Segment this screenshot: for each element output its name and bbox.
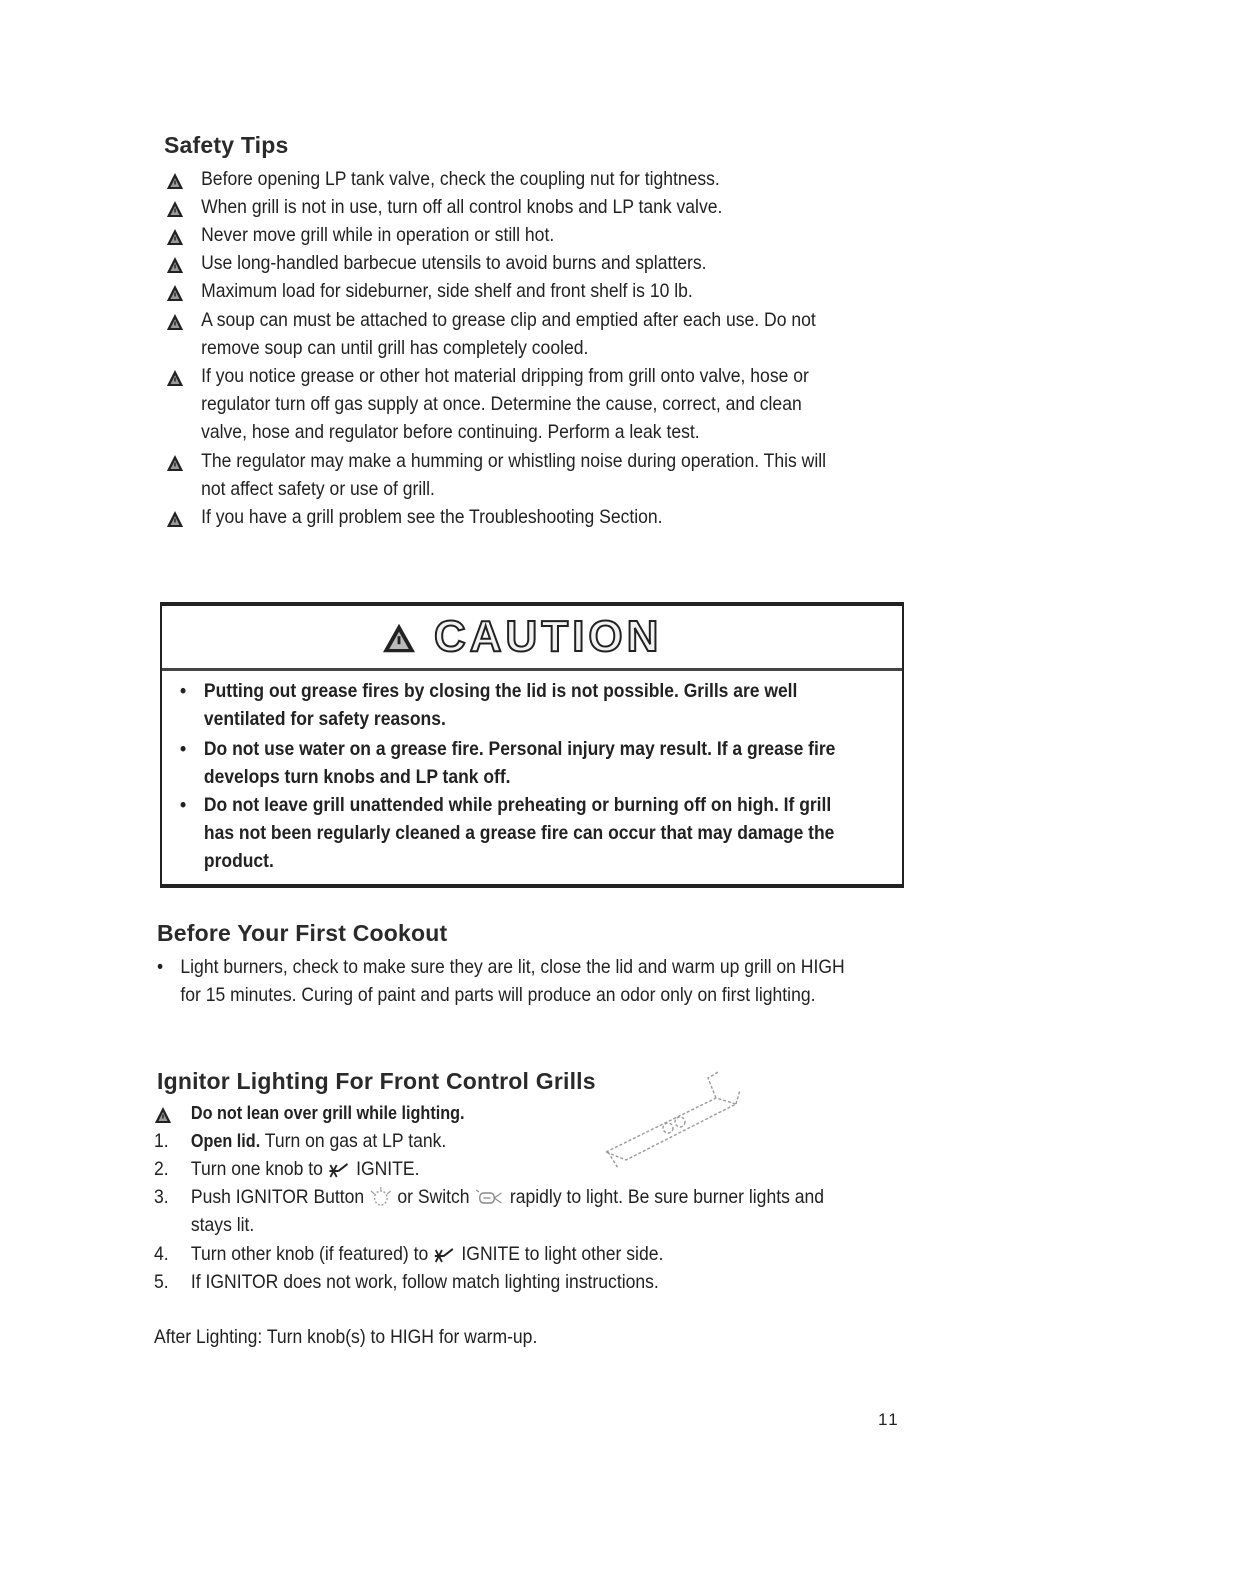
tip-text: Before opening LP tank valve, check the coupling nut for tightness. xyxy=(201,168,720,190)
list-item xyxy=(166,447,850,503)
step-text: IGNITE to light other side. xyxy=(456,1243,664,1265)
caution-item xyxy=(180,792,838,876)
step-number: 5. xyxy=(154,1271,169,1293)
step-text: Turn on gas at LP tank. xyxy=(260,1130,447,1152)
tip-text: Never move grill while in operation or still hot. xyxy=(201,224,555,246)
bullet: • xyxy=(180,681,187,702)
step-text: IGNITE. xyxy=(351,1158,420,1180)
step-number: 2. xyxy=(154,1158,169,1180)
tip-text: Use long-handled barbecue utensils to avoid burns and splatters. xyxy=(201,252,707,274)
warning-icon xyxy=(166,452,184,470)
warning-icon xyxy=(166,226,184,244)
list-item xyxy=(154,1240,838,1268)
step-text: Turn one knob to xyxy=(190,1158,323,1180)
ignitor-heading: Ignitor Lighting For Front Control Grills xyxy=(157,1068,596,1094)
step-text: Turn other knob (if featured) to xyxy=(190,1243,429,1265)
warning-icon xyxy=(166,508,184,526)
step-bold: Open lid. xyxy=(190,1131,261,1151)
tip-text: The regulator may make a humming or whistling noise during operation. This will not affect safety or use of grill. xyxy=(201,450,827,500)
first-cookout-heading: Before Your First Cookout xyxy=(157,920,448,946)
bullet: • xyxy=(180,739,187,760)
ignitor-warning-text: Do not lean over grill while lighting. xyxy=(190,1103,465,1123)
step-text: If IGNITOR does not work, follow match lighting instructions. xyxy=(190,1271,659,1293)
list-item xyxy=(166,249,850,277)
first-cookout-text: Light burners, check to make sure they are lit, close the lid and warm up grill on HIGH for 15 minutes. Curing of paint and parts will produce an odor only on first lighting. xyxy=(180,956,845,1006)
caution-text: Putting out grease fires by closing the lid is not possible. Grills are well ventilated for safety reasons. xyxy=(203,681,798,730)
warning-icon xyxy=(166,198,184,216)
list-item xyxy=(166,277,850,305)
list-item xyxy=(166,193,850,221)
tip-text: If you notice grease or other hot material dripping from grill onto valve, hose or regulator turn off gas supply at once. Determine the cause, correct, and clean valve, hose and regulator before continuing. Perform a leak test. xyxy=(201,365,809,443)
warning-icon xyxy=(154,1104,172,1122)
list-item xyxy=(157,953,868,1009)
caution-item xyxy=(180,678,838,734)
tip-text: A soup can must be attached to grease clip and emptied after each use. Do not remove soup can until grill has completely cooled. xyxy=(201,309,816,359)
step-text: or Switch xyxy=(392,1186,470,1208)
after-lighting-text: After Lighting: Turn knob(s) to HIGH for warm-up. xyxy=(154,1326,538,1348)
warning-icon xyxy=(166,367,184,385)
step-number: 4. xyxy=(154,1243,169,1265)
tip-text: When grill is not in use, turn off all control knobs and LP tank valve. xyxy=(201,196,723,218)
ignitor-button-icon xyxy=(369,1187,392,1209)
caution-item xyxy=(180,736,838,792)
caution-header xyxy=(162,606,902,671)
ignite-symbol-icon xyxy=(328,1161,351,1179)
caution-title: CAUTION xyxy=(434,612,663,661)
warning-icon xyxy=(166,170,184,188)
list-item xyxy=(154,1127,838,1155)
list-item xyxy=(166,165,850,193)
ignitor-warning xyxy=(154,1099,838,1127)
step-text: rapidly to light. Be sure burner lights and stays lit. xyxy=(190,1186,825,1236)
warning-icon xyxy=(166,254,184,272)
warning-icon xyxy=(166,282,184,300)
step-number: 3. xyxy=(154,1186,169,1208)
bullet: • xyxy=(157,956,164,978)
list-item xyxy=(154,1155,838,1183)
list-item xyxy=(166,503,850,531)
page-number: 11 xyxy=(878,1410,900,1429)
list-item xyxy=(154,1183,838,1239)
caution-text: Do not use water on a grease fire. Personal injury may result. If a grease fire develops turn knobs and LP tank off. xyxy=(203,739,836,788)
list-item xyxy=(166,306,850,362)
warning-icon xyxy=(166,311,184,329)
bullet: • xyxy=(180,795,187,816)
ignitor-switch-icon xyxy=(474,1187,505,1209)
step-text: Push IGNITOR Button xyxy=(190,1186,365,1208)
caution-box xyxy=(160,602,904,888)
ignite-symbol-icon xyxy=(433,1246,456,1264)
tip-text: If you have a grill problem see the Troubleshooting Section. xyxy=(201,506,663,528)
list-item xyxy=(166,362,850,446)
warning-icon xyxy=(380,622,418,654)
safety-tips-heading: Safety Tips xyxy=(164,132,289,158)
caution-text: Do not leave grill unattended while preheating or burning off on high. If grill has not been regularly cleaned a grease fire can occur that may damage the product. xyxy=(203,795,835,872)
tip-text: Maximum load for sideburner, side shelf and front shelf is 10 lb. xyxy=(201,280,693,302)
list-item xyxy=(154,1268,838,1296)
list-item xyxy=(166,221,850,249)
step-number: 1. xyxy=(154,1130,169,1152)
